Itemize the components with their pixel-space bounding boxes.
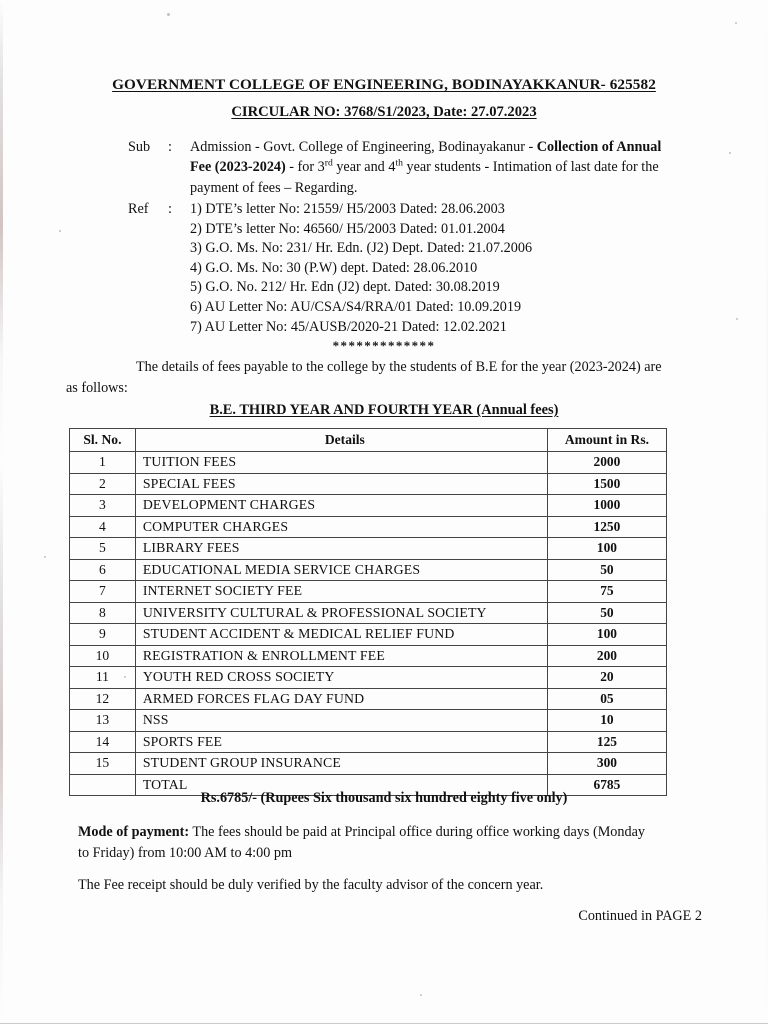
cell-serial-number: 1 <box>70 452 136 474</box>
scan-speckle <box>729 152 731 154</box>
table-row <box>70 667 667 689</box>
cell-amount: 50 <box>547 602 666 624</box>
cell-amount: 05 <box>547 688 666 710</box>
annual-fee-table <box>69 428 667 796</box>
table-row <box>70 710 667 732</box>
scan-speckle <box>420 994 422 996</box>
cell-amount: 200 <box>547 645 666 667</box>
table-row <box>70 753 667 775</box>
mode-of-payment-paragraph <box>78 822 658 864</box>
cell-serial-number: 8 <box>70 602 136 624</box>
reference-item: 4) G.O. Ms. No: 30 (P.W) dept. Dated: 28.06.2010 <box>190 259 478 276</box>
cell-serial-number: 12 <box>70 688 136 710</box>
table-row <box>70 559 667 581</box>
subject-text-part3: year and 4 <box>332 159 396 176</box>
asterisk-separator: ************* <box>332 338 436 353</box>
cell-amount: 100 <box>547 624 666 646</box>
cell-serial-number: 6 <box>70 559 136 581</box>
cell-serial-number: 11 <box>70 667 136 689</box>
reference-list <box>190 200 668 337</box>
cell-details: UNIVERSITY CULTURAL & PROFESSIONAL SOCIETY <box>135 602 547 624</box>
cell-amount: 125 <box>547 731 666 753</box>
cell-details: STUDENT GROUP INSURANCE <box>135 753 547 775</box>
subject-text-part2: - for 3 <box>285 159 325 176</box>
reference-item: 6) AU Letter No: AU/CSA/S4/RRA/01 Dated: 10.09.2019 <box>190 298 522 315</box>
cell-details: EDUCATIONAL MEDIA SERVICE CHARGES <box>135 559 547 581</box>
fee-receipt-verification-note: The Fee receipt should be duly verified by the faculty advisor of the concern year. <box>78 877 544 893</box>
cell-serial-number: 14 <box>70 731 136 753</box>
reference-item: 5) G.O. No. 212/ Hr. Edn (J2) dept. Dated: 30.08.2019 <box>190 279 500 296</box>
cell-amount: 50 <box>547 559 666 581</box>
cell-details: COMPUTER CHARGES <box>135 516 547 538</box>
reference-item: 7) AU Letter No: 45/AUSB/2020-21 Dated: 12.02.2021 <box>190 318 507 335</box>
cell-details: ARMED FORCES FLAG DAY FUND <box>135 688 547 710</box>
scan-speckle <box>44 556 46 558</box>
table-row <box>70 538 667 560</box>
cell-amount: 10 <box>547 710 666 732</box>
table-row <box>70 645 667 667</box>
cell-details: SPECIAL FEES <box>135 473 547 495</box>
cell-details: STUDENT ACCIDENT & MEDICAL RELIEF FUND <box>135 624 547 646</box>
subject-text-part1: Admission - Govt. College of Engineering, Bodinayakanur - <box>190 139 537 155</box>
subject-text-part4: year students - Intimation of last date for the payment of fees – Regarding. <box>190 159 659 196</box>
subject-block <box>128 137 668 198</box>
superscript-rd: rd <box>324 157 333 169</box>
intro-paragraph: The details of fees payable to the college by the students of B.E for the year (2023-2024) are as follows: <box>66 359 662 396</box>
reference-colon: : <box>168 201 172 217</box>
reference-item: 2) DTE’s letter No: 46560/ H5/2003 Dated: 01.01.2004 <box>190 220 505 237</box>
subject-label: Sub <box>128 139 151 155</box>
cell-details: TOTAL <box>135 774 547 796</box>
cell-serial-number: 2 <box>70 473 136 495</box>
subject-colon: : <box>168 139 172 155</box>
header-serial-number: Sl. No. <box>70 429 136 452</box>
continued-page-note: Continued in PAGE 2 <box>578 908 702 924</box>
mode-of-payment-label: Mode of payment: <box>78 824 190 840</box>
cell-details: YOUTH RED CROSS SOCIETY <box>135 667 547 689</box>
scan-speckle <box>59 230 61 232</box>
cell-details: NSS <box>135 710 547 732</box>
subject-text-bold: Collection of Annual Fee (2023-2024) <box>190 139 662 176</box>
cell-amount: 100 <box>547 538 666 560</box>
cell-amount: 75 <box>547 581 666 603</box>
cell-serial-number: 15 <box>70 753 136 775</box>
table-row <box>70 624 667 646</box>
cell-serial-number: 4 <box>70 516 136 538</box>
cell-serial-number: 13 <box>70 710 136 732</box>
scan-speckle <box>735 22 737 24</box>
table-row <box>70 581 667 603</box>
cell-amount: 6785 <box>547 774 666 796</box>
superscript-th: th <box>395 157 403 169</box>
total-amount-in-words: Rs.6785/- (Rupees Six thousand six hundred eighty five only) <box>200 790 568 806</box>
subject-text <box>190 137 668 198</box>
cell-details: DEVELOPMENT CHARGES <box>135 495 547 517</box>
cell-details: LIBRARY FEES <box>135 538 547 560</box>
table-row <box>70 473 667 495</box>
organization-title: GOVERNMENT COLLEGE OF ENGINEERING, BODINAYAKKANUR- 625582 <box>112 76 656 93</box>
cell-serial-number: 5 <box>70 538 136 560</box>
cell-amount: 300 <box>547 753 666 775</box>
table-row <box>70 688 667 710</box>
fee-section-title: B.E. THIRD YEAR AND FOURTH YEAR (Annual fees) <box>209 402 559 418</box>
cell-serial-number: 9 <box>70 624 136 646</box>
cell-details: TUITION FEES <box>135 452 547 474</box>
fee-table-body <box>70 452 667 796</box>
cell-amount: 20 <box>547 667 666 689</box>
table-row <box>70 731 667 753</box>
cell-serial-number: 3 <box>70 495 136 517</box>
reference-item: 3) G.O. Ms. No: 231/ Hr. Edn. (J2) Dept. Dated: 21.07.2006 <box>190 240 533 257</box>
table-row <box>70 602 667 624</box>
cell-amount: 1250 <box>547 516 666 538</box>
fee-table-header-row <box>70 429 667 452</box>
cell-amount: 1000 <box>547 495 666 517</box>
cell-amount: 2000 <box>547 452 666 474</box>
fee-table-head <box>70 429 667 452</box>
reference-block <box>128 200 668 337</box>
scan-edge-left <box>0 0 3 1024</box>
scan-speckle <box>736 318 738 320</box>
scan-speckle <box>167 13 170 16</box>
table-row <box>70 516 667 538</box>
header-amount: Amount in Rs. <box>547 429 666 452</box>
cell-serial-number: 7 <box>70 581 136 603</box>
reference-label: Ref <box>128 201 149 217</box>
cell-details: REGISTRATION & ENROLLMENT FEE <box>135 645 547 667</box>
cell-details: INTERNET SOCIETY FEE <box>135 581 547 603</box>
cell-details: SPORTS FEE <box>135 731 547 753</box>
cell-amount: 1500 <box>547 473 666 495</box>
mode-of-payment-text: The fees should be paid at Principal office during office working days (Monday to Friday) from 10:00 AM to 4:00 pm <box>78 824 645 861</box>
reference-item: 1) DTE’s letter No: 21559/ H5/2003 Dated: 28.06.2003 <box>190 201 505 217</box>
table-row <box>70 452 667 474</box>
table-row <box>70 495 667 517</box>
header-details: Details <box>135 429 547 452</box>
cell-serial-number: 10 <box>70 645 136 667</box>
circular-number-and-date: CIRCULAR NO: 3768/S1/2023, Date: 27.07.2023 <box>231 104 537 120</box>
